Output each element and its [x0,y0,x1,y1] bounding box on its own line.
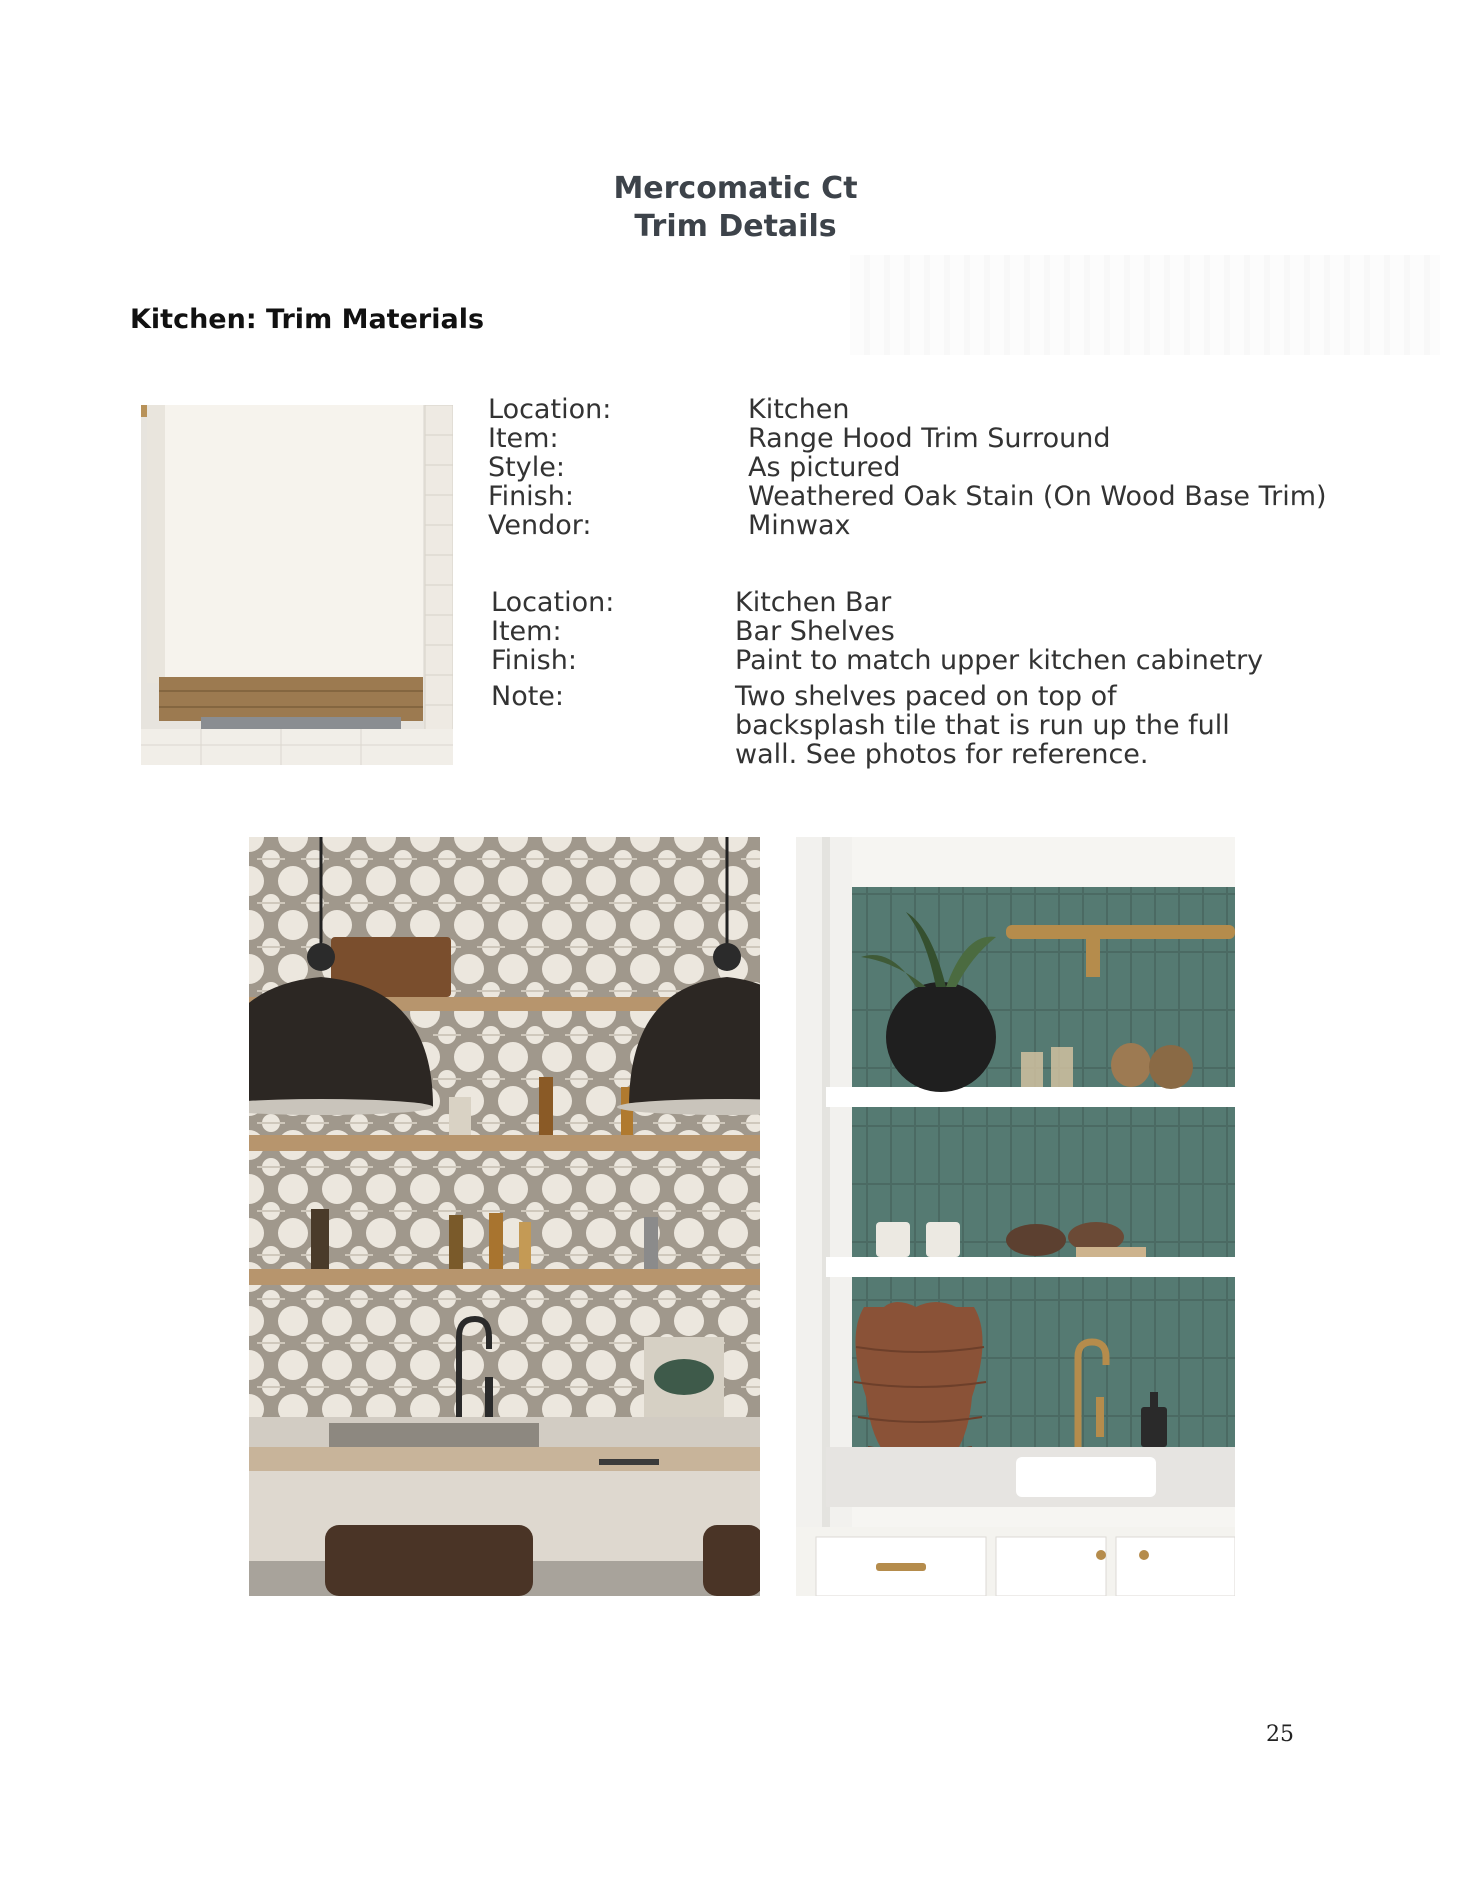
finish-label: Finish: [488,481,574,512]
background-watermark [850,255,1440,355]
spec-row-finish [488,482,1327,511]
finish-value: Paint to match upper kitchen cabinetry [735,645,1264,676]
finish-value: Weathered Oak Stain (On Wood Base Trim) [748,481,1327,512]
spec-row-item [491,617,1263,646]
hood-spec-block [488,395,1327,540]
note-line: Two shelves paced on top of [735,681,1117,712]
spec-row-note [491,682,1263,769]
page-title: Mercomatic Ct [613,171,858,206]
page-subtitle: Trim Details [634,209,837,244]
spec-row-finish [491,646,1263,675]
spec-row-style [488,453,1327,482]
location-value: Kitchen [748,394,850,425]
item-label: Item: [491,616,562,647]
section-heading: Kitchen: Trim Materials [130,304,485,335]
style-value: As pictured [748,452,901,483]
note-line: backsplash tile that is run up the full [735,710,1230,741]
style-label: Style: [488,452,565,483]
location-label: Location: [488,394,612,425]
spec-row-location [491,588,1263,617]
bar-spec-block [491,588,1263,769]
item-value: Range Hood Trim Surround [748,423,1111,454]
location-value: Kitchen Bar [735,587,892,618]
range-hood-photo [141,405,453,765]
patterned-tile-shelves-photo [249,837,760,1596]
item-label: Item: [488,423,559,454]
spec-row-location [488,395,1327,424]
page-number: 25 [1266,1722,1294,1747]
note-value [735,682,1255,769]
item-value: Bar Shelves [735,616,895,647]
location-label: Location: [491,587,615,618]
vendor-value: Minwax [748,510,851,541]
finish-label: Finish: [491,645,577,676]
vendor-label: Vendor: [488,510,592,541]
note-label: Note: [491,681,565,712]
green-tile-bar-photo [796,837,1235,1596]
spec-row-item [488,424,1327,453]
note-line: wall. See photos for reference. [735,739,1149,770]
spec-row-vendor [488,511,1327,540]
